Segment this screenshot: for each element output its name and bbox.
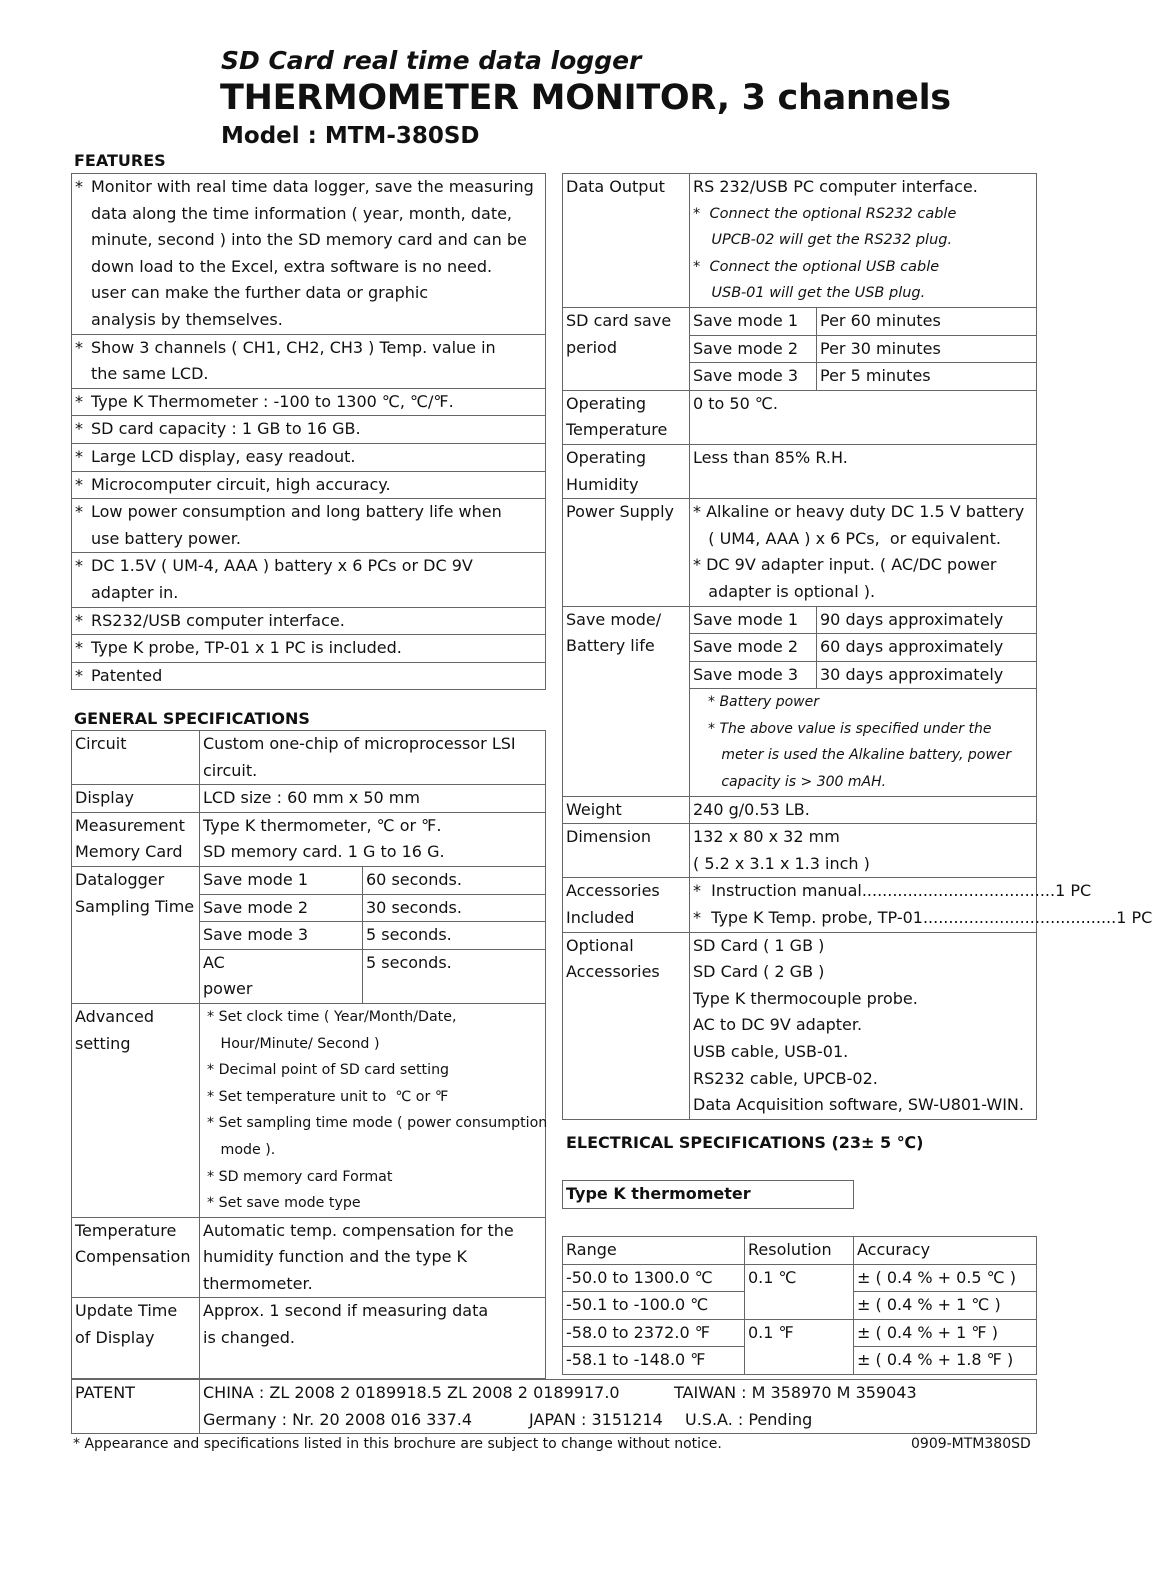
data-output-value: RS 232/USB PC computer interface. * Connect the optional RS232 cable UPCB-02 will get the RS232 plug. * Connect the optional USB cable USB-01 will get the USB plug. xyxy=(690,174,1037,308)
feature-text-continued: the same LCD. xyxy=(91,364,209,384)
spec-row-sampling-1 xyxy=(72,866,546,894)
feature-cell xyxy=(72,607,546,635)
feature-text: * Low power consumption and long battery life when xyxy=(75,499,542,526)
data-output-label: Data Output xyxy=(563,174,690,308)
accessory-item: * Type K Temp. probe, TP-01 ...................................... 1 PC xyxy=(693,908,1152,928)
feature-cell xyxy=(72,416,546,444)
electrical-spec-heading: ELECTRICAL SPECIFICATIONS (23± 5 ℃) xyxy=(566,1133,924,1152)
battery-label: Save mode/ Battery life xyxy=(563,606,690,796)
feature-item xyxy=(72,388,546,416)
power-label: Power Supply xyxy=(563,499,690,606)
memory-card-label: Memory Card xyxy=(75,842,183,862)
feature-cell xyxy=(72,635,546,663)
spec-row-op-temp xyxy=(563,390,1037,444)
sampling-value: 5 seconds. xyxy=(363,922,546,950)
dimension-label: Dimension xyxy=(563,824,690,878)
feature-text-continued: analysis by themselves. xyxy=(91,309,283,329)
feature-text: * Patented xyxy=(75,663,542,690)
feature-text: * Large LCD display, easy readout. xyxy=(75,444,542,471)
document-code: 0909-MTM380SD xyxy=(911,1436,1031,1452)
datalogger-label: Datalogger Sampling Time xyxy=(72,866,200,1003)
features-table xyxy=(71,173,546,690)
range-cell: -50.1 to -100.0 ℃ xyxy=(563,1292,745,1320)
weight-value: 240 g/0.53 LB. xyxy=(690,796,1037,824)
feature-cell xyxy=(72,553,546,607)
feature-item xyxy=(72,607,546,635)
document-subtitle: SD Card real time data logger xyxy=(221,46,642,75)
sampling-value: 60 seconds. xyxy=(363,866,546,894)
weight-label: Weight xyxy=(563,796,690,824)
features-heading: FEATURES xyxy=(74,151,166,170)
feature-text-continued: data along the time information ( year, month, date, xyxy=(91,203,513,223)
save-period: Per 60 minutes xyxy=(817,307,1037,335)
resolution-cell: 0.1 ℉ xyxy=(745,1319,854,1374)
memory-card-value: SD memory card. 1 G to 16 G. xyxy=(203,842,445,862)
accuracy-cell: ± ( 0.4 % + 1.8 ℉ ) xyxy=(854,1347,1037,1375)
sampling-value: 30 seconds. xyxy=(363,894,546,922)
save-mode: Save mode 2 xyxy=(690,335,817,363)
spec-row-weight xyxy=(563,796,1037,824)
display-label: Display xyxy=(72,785,200,813)
model-number: Model : MTM-380SD xyxy=(221,123,480,149)
range-cell: -50.0 to 1300.0 ℃ xyxy=(563,1264,745,1292)
column-header: Resolution xyxy=(745,1237,854,1265)
feature-text: * DC 1.5V ( UM-4, AAA ) battery x 6 PCs or DC 9V xyxy=(75,553,542,580)
bullet-icon: * xyxy=(75,638,83,658)
feature-text-continued: down load to the Excel, extra software is no need. xyxy=(91,256,493,276)
sampling-value: 5 seconds. xyxy=(363,949,546,1003)
battery-notes: * Battery power * The above value is specified under the meter is used the Alkaline battery, power capacity is > 300 mAH. xyxy=(690,689,1037,796)
range-cell: -58.1 to -148.0 ℉ xyxy=(563,1347,745,1375)
feature-text-continued: minute, second ) into the SD memory card and can be xyxy=(91,230,527,250)
feature-item xyxy=(72,471,546,499)
temp-comp-label: Temperature Compensation xyxy=(72,1217,200,1298)
circuit-value: Custom one-chip of microprocessor LSI circuit. xyxy=(200,731,546,785)
op-temp-value: 0 to 50 ℃. xyxy=(690,390,1037,444)
spec-row-sd-save-1 xyxy=(563,307,1037,335)
spec-row-advanced xyxy=(72,1003,546,1217)
resolution-cell: 0.1 ℃ xyxy=(745,1264,854,1319)
feature-cell xyxy=(72,388,546,416)
spec-row-update xyxy=(72,1298,546,1379)
patent-usa: U.S.A. : Pending xyxy=(685,1410,813,1429)
type-k-heading-box xyxy=(562,1180,854,1209)
bullet-icon: * xyxy=(75,502,83,522)
spec-row-data-output xyxy=(563,174,1037,308)
display-value: LCD size : 60 mm x 50 mm xyxy=(200,785,546,813)
sampling-mode: AC power xyxy=(200,949,363,1003)
feature-item xyxy=(72,553,546,607)
accuracy-cell: ± ( 0.4 % + 0.5 ℃ ) xyxy=(854,1264,1037,1292)
spec-row-power xyxy=(563,499,1037,606)
electrical-table xyxy=(562,1236,1037,1375)
spec-row-dimension xyxy=(563,824,1037,878)
battery-life: 30 days approximately xyxy=(817,661,1037,689)
sampling-mode: Save mode 2 xyxy=(200,894,363,922)
bullet-icon: * xyxy=(75,337,83,357)
spec-row-optional xyxy=(563,932,1037,1119)
spec-row-op-hum xyxy=(563,444,1037,498)
bullet-icon: * xyxy=(75,474,83,494)
bullet-icon: * xyxy=(75,391,83,411)
spec-row-measurement xyxy=(72,812,546,866)
feature-item xyxy=(72,635,546,663)
bullet-icon: * xyxy=(75,665,83,685)
accessories-list xyxy=(690,878,1152,932)
bullet-icon: * xyxy=(75,177,83,196)
feature-text: * RS232/USB computer interface. xyxy=(75,608,542,635)
measurement-label: Measurement xyxy=(75,815,185,835)
feature-item xyxy=(72,443,546,471)
feature-text: * Type K Thermometer : -100 to 1300 ℃, ℃/℉. xyxy=(75,389,542,416)
save-mode: Save mode 1 xyxy=(690,307,817,335)
bullet-icon: * xyxy=(75,419,83,439)
right-spec-table xyxy=(562,173,1152,1120)
feature-item xyxy=(72,174,546,335)
patent-table xyxy=(71,1379,1037,1434)
feature-text-continued: user can make the further data or graphic xyxy=(91,283,429,303)
op-hum-value: Less than 85% R.H. xyxy=(690,444,1037,498)
column-header: Range xyxy=(563,1237,745,1265)
general-spec-heading: GENERAL SPECIFICATIONS xyxy=(74,709,310,728)
feature-item xyxy=(72,334,546,388)
bullet-icon: * xyxy=(75,610,83,630)
circuit-label: Circuit xyxy=(72,731,200,785)
battery-life: 90 days approximately xyxy=(817,606,1037,634)
patent-germany: Germany : Nr. 20 2008 016 337.4 xyxy=(203,1410,473,1429)
document-title: THERMOMETER MONITOR, 3 channels xyxy=(220,78,951,118)
feature-item xyxy=(72,499,546,553)
feature-cell xyxy=(72,443,546,471)
patent-taiwan: TAIWAN : M 358970 M 359043 xyxy=(674,1383,917,1402)
spec-row-circuit xyxy=(72,731,546,785)
sampling-mode: Save mode 3 xyxy=(200,922,363,950)
table-row xyxy=(563,1319,1037,1347)
patent-japan: JAPAN : 3151214 xyxy=(529,1410,663,1429)
range-cell: -58.0 to 2372.0 ℉ xyxy=(563,1319,745,1347)
patent-list xyxy=(200,1380,1037,1434)
optional-list: SD Card ( 1 GB ) SD Card ( 2 GB ) Type K thermocouple probe. AC to DC 9V adapter. USB cable, USB-01. RS232 cable, UPCB-02. Data Acquisition software, SW-U801-WIN. xyxy=(690,932,1037,1119)
feature-cell xyxy=(72,334,546,388)
measurement-value: Type K thermometer, ℃ or ℉. xyxy=(203,815,442,835)
spec-row-display xyxy=(72,785,546,813)
type-k-heading: Type K thermometer xyxy=(563,1181,854,1209)
battery-mode: Save mode 3 xyxy=(690,661,817,689)
feature-text-continued: use battery power. xyxy=(91,528,241,548)
footer-note: * Appearance and specifications listed in this brochure are subject to change without notice. xyxy=(73,1436,722,1452)
feature-cell xyxy=(72,471,546,499)
battery-mode: Save mode 1 xyxy=(690,606,817,634)
feature-cell xyxy=(72,499,546,553)
advanced-items: * Set clock time ( Year/Month/Date, Hour/Minute/ Second ) * Decimal point of SD card setting * Set temperature unit to ℃ or ℉ * Set sampling time mode ( power consumption mode ). * SD memory card Format * Set save mode type xyxy=(200,1003,546,1217)
feature-text-continued: adapter in. xyxy=(91,582,179,602)
feature-item xyxy=(72,662,546,690)
patent-label: PATENT xyxy=(72,1380,200,1434)
temp-comp-value: Automatic temp. compensation for the humidity function and the type K thermometer. xyxy=(200,1217,546,1298)
advanced-label: Advanced setting xyxy=(72,1003,200,1217)
optional-label: Optional Accessories xyxy=(563,932,690,1119)
battery-life: 60 days approximately xyxy=(817,634,1037,662)
feature-cell xyxy=(72,662,546,690)
feature-item xyxy=(72,416,546,444)
power-value: * Alkaline or heavy duty DC 1.5 V battery ( UM4, AAA ) x 6 PCs, or equivalent. * DC 9V adapter input. ( AC/DC power adapter is optional ). xyxy=(690,499,1037,606)
sd-save-label: SD card save period xyxy=(563,307,690,390)
update-label: Update Time of Display xyxy=(72,1298,200,1379)
feature-cell xyxy=(72,174,546,335)
accessory-item: * Instruction manual ...................................... 1 PC xyxy=(693,881,1092,901)
save-period: Per 5 minutes xyxy=(817,363,1037,391)
feature-text: * Type K probe, TP-01 x 1 PC is included. xyxy=(75,635,542,662)
spec-row-accessories xyxy=(563,878,1037,932)
electrical-header-row xyxy=(563,1237,1037,1265)
bullet-icon: * xyxy=(75,446,83,466)
save-period: Per 30 minutes xyxy=(817,335,1037,363)
accuracy-cell: ± ( 0.4 % + 1 ℃ ) xyxy=(854,1292,1037,1320)
feature-text: * Show 3 channels ( CH1, CH2, CH3 ) Temp. value in xyxy=(75,335,542,362)
update-value: Approx. 1 second if measuring data is changed. xyxy=(200,1298,546,1379)
feature-text: * Monitor with real time data logger, save the measuring xyxy=(75,174,542,201)
general-spec-table xyxy=(71,730,546,1379)
save-mode: Save mode 3 xyxy=(690,363,817,391)
op-temp-label: Operating Temperature xyxy=(563,390,690,444)
patent-china: CHINA : ZL 2008 2 0189918.5 ZL 2008 2 0189917.0 xyxy=(203,1383,620,1402)
dimension-value: 132 x 80 x 32 mm ( 5.2 x 3.1 x 1.3 inch ) xyxy=(690,824,1037,878)
spec-row-temp-comp xyxy=(72,1217,546,1298)
table-row xyxy=(563,1264,1037,1292)
feature-text: * SD card capacity : 1 GB to 16 GB. xyxy=(75,416,542,443)
bullet-icon: * xyxy=(75,556,83,576)
feature-text: * Microcomputer circuit, high accuracy. xyxy=(75,472,542,499)
column-header: Accuracy xyxy=(854,1237,1037,1265)
sampling-mode: Save mode 1 xyxy=(200,866,363,894)
spec-row-battery-1 xyxy=(563,606,1037,634)
accessories-label: Accessories Included xyxy=(563,878,690,932)
op-hum-label: Operating Humidity xyxy=(563,444,690,498)
accuracy-cell: ± ( 0.4 % + 1 ℉ ) xyxy=(854,1319,1037,1347)
battery-mode: Save mode 2 xyxy=(690,634,817,662)
